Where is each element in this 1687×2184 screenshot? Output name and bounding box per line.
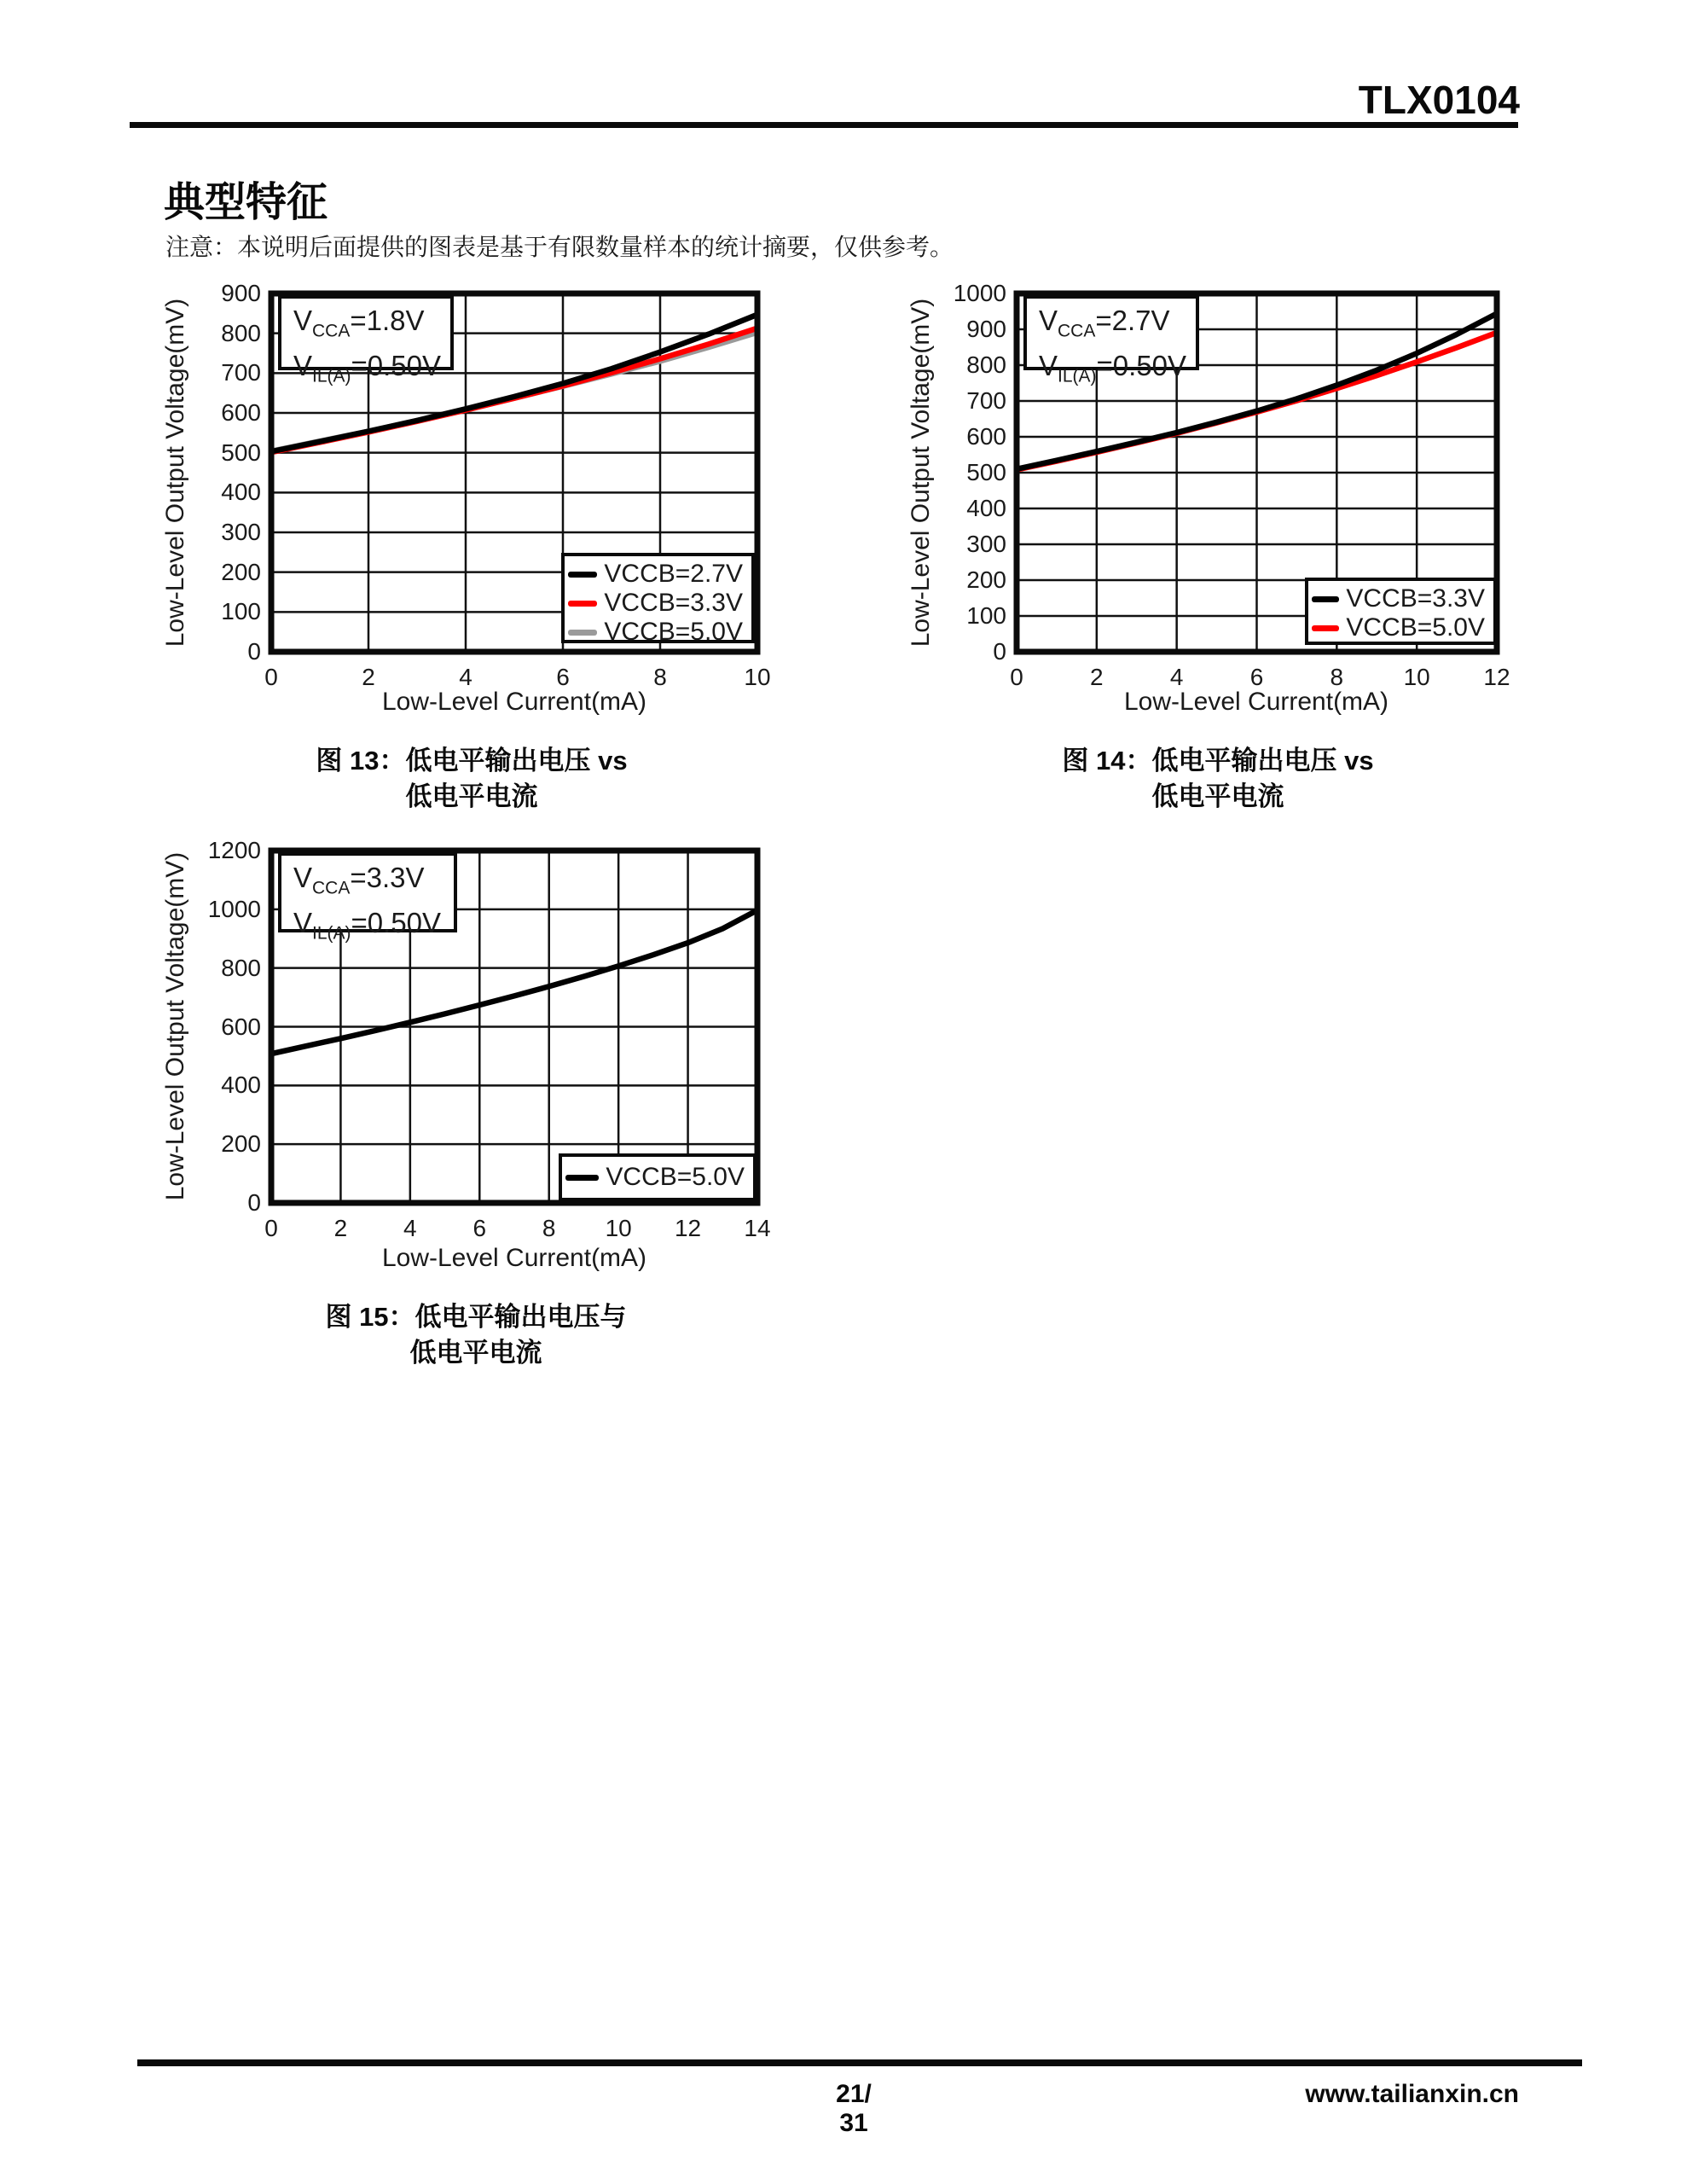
figure-13-x-tick-label: 0 <box>264 664 278 690</box>
figure-15-condition-line: $V_{CCA}=3.3V$ <box>293 862 425 898</box>
figure-14-y-tick-label: 0 <box>993 638 1006 665</box>
figure-15-caption-line2: 低电平电流 <box>409 1338 542 1368</box>
legend-label: VCCB=3.3V <box>604 589 743 617</box>
figure-15-legend <box>559 1153 757 1201</box>
figure-14-caption-line2: 低电平电流 <box>1151 781 1284 811</box>
figure-13-legend-entry <box>568 560 743 589</box>
legend-line-swatch <box>1312 625 1339 631</box>
figure-13-legend-entry <box>568 589 743 618</box>
legend-label: VCCB=5.0V <box>604 618 743 646</box>
figure-13-y-tick-label: 700 <box>221 359 261 386</box>
figure-15-y-tick-label: 1000 <box>207 895 261 922</box>
figure-15-x-tick-label: 12 <box>674 1215 702 1241</box>
figure-14-condition-line: $V_{IL(A)}=0.50V$ <box>1039 349 1187 386</box>
figure-14-legend <box>1305 578 1497 645</box>
legend-line-swatch <box>568 630 597 636</box>
figure-14-y-tick-label: 100 <box>966 602 1006 629</box>
figure-15-y-tick-label: 1200 <box>207 837 261 863</box>
figure-13-y-tick-label: 200 <box>221 558 261 585</box>
figure-13-legend <box>561 553 755 646</box>
figure-13-condition-annotation <box>278 295 454 386</box>
website-link[interactable]: www.tailianxin.cn <box>1305 2080 1519 2108</box>
figure-14-y-axis-title: Low-Level Output Voltage(mV) <box>907 298 935 648</box>
figure-13-caption-line2: 低电平电流 <box>405 781 538 811</box>
figure-14-x-tick-label: 10 <box>1403 664 1430 690</box>
figure-13-y-tick-label: 400 <box>221 479 261 506</box>
legend-line-swatch <box>1312 596 1339 602</box>
figure-14-x-tick-label: 8 <box>1330 664 1344 690</box>
figure-15-condition-line: $V_{IL(A)}=0.50V$ <box>293 906 442 944</box>
figure-15-y-tick-label: 0 <box>247 1189 261 1216</box>
header-rule <box>130 122 1518 128</box>
figure-15-x-tick-label: 4 <box>403 1215 417 1241</box>
figure-13-condition-line: $V_{IL(A)}=0.50V$ <box>293 349 442 386</box>
section-note: 注意：本说明后面提供的图表是基于有限数量样本的统计摘要，仅供参考。 <box>165 234 954 260</box>
figure-15-x-tick-label: 2 <box>333 1215 348 1241</box>
figure-13-y-tick-label: 900 <box>221 280 261 306</box>
figure-13-x-tick-label: 8 <box>653 664 667 690</box>
figure-15-y-tick-label: 600 <box>221 1013 261 1040</box>
figure-15-caption-line1: 图 15：低电平输出电压与 <box>325 1302 627 1332</box>
legend-label: VCCB=2.7V <box>604 560 743 588</box>
legend-label: VCCB=5.0V <box>606 1163 745 1191</box>
figure-13-x-tick-label: 10 <box>744 664 771 690</box>
figure-14-x-tick-label: 2 <box>1090 664 1104 690</box>
figure-13-legend-entry <box>568 618 743 647</box>
figure-14-y-tick-label: 800 <box>966 351 1006 378</box>
figure-15-y-tick-label: 800 <box>221 954 261 981</box>
figure-13-caption-line1: 图 13：低电平输出电压 vs <box>316 746 628 775</box>
figure-13-x-axis-title: Low-Level Current(mA) <box>381 688 647 716</box>
figure-15-y-axis-title: Low-Level Output Voltage(mV) <box>161 851 189 1201</box>
figure-13-y-tick-label: 100 <box>221 598 261 625</box>
figure-14-y-tick-label: 400 <box>966 495 1006 521</box>
legend-label: VCCB=3.3V <box>1346 584 1485 613</box>
figure-14-legend-entry <box>1312 613 1485 642</box>
figure-14-x-tick-label: 12 <box>1483 664 1510 690</box>
figure-14-legend-entry <box>1312 584 1485 613</box>
figure-14-y-tick-label: 600 <box>966 423 1006 450</box>
figure-14-y-tick-label: 200 <box>966 566 1006 593</box>
figure-13-y-tick-label: 0 <box>247 638 261 665</box>
figure-14-caption-line1: 图 14：低电平输出电压 vs <box>1062 746 1374 775</box>
figure-15-x-tick-label: 8 <box>542 1215 556 1241</box>
figure-14-x-tick-label: 0 <box>1010 664 1023 690</box>
figure-14-y-tick-label: 900 <box>966 316 1006 342</box>
legend-label: VCCB=5.0V <box>1346 613 1485 642</box>
figure-14-y-tick-label: 1000 <box>953 280 1006 306</box>
figure-15-x-tick-label: 14 <box>744 1215 771 1241</box>
figure-13-y-axis-title: Low-Level Output Voltage(mV) <box>161 298 189 648</box>
figure-14-x-axis-title: Low-Level Current(mA) <box>1123 688 1389 716</box>
footer-rule <box>137 2059 1582 2066</box>
document-id: TLX0104 <box>1358 78 1520 122</box>
legend-line-swatch <box>568 572 597 578</box>
figure-14-y-tick-label: 300 <box>966 531 1006 557</box>
section-title: 典型特征 <box>164 180 328 225</box>
figure-15-condition-annotation <box>278 852 457 944</box>
figure-15-x-axis-title: Low-Level Current(mA) <box>381 1244 647 1272</box>
figure-14-y-tick-label: 500 <box>966 459 1006 485</box>
figure-13-condition-line: $V_{CCA}=1.8V$ <box>293 305 425 341</box>
figure-13-y-tick-label: 800 <box>221 319 261 346</box>
figure-15-legend-entry <box>565 1163 745 1192</box>
legend-line-swatch <box>568 601 597 607</box>
figure-13-x-tick-label: 2 <box>362 664 375 690</box>
figure-14-x-tick-label: 6 <box>1249 664 1264 690</box>
legend-line-swatch <box>565 1175 599 1181</box>
figure-14-x-tick-label: 4 <box>1169 664 1184 690</box>
figure-14-y-tick-label: 700 <box>966 387 1006 414</box>
figure-13-y-tick-label: 300 <box>221 519 261 545</box>
figure-13-y-tick-label: 500 <box>221 439 261 466</box>
figure-15-x-tick-label: 0 <box>264 1215 278 1241</box>
figure-14-condition-line: $V_{CCA}=2.7V$ <box>1039 305 1170 341</box>
figure-13-x-tick-label: 4 <box>459 664 472 690</box>
figure-15-y-tick-label: 400 <box>221 1072 261 1099</box>
page-number: 21/ 31 <box>836 2080 872 2137</box>
figure-13-y-tick-label: 600 <box>221 399 261 426</box>
figure-15-y-tick-label: 200 <box>221 1130 261 1158</box>
figure-14-condition-annotation <box>1023 295 1199 386</box>
figure-15-x-tick-label: 10 <box>605 1215 632 1241</box>
figure-13-x-tick-label: 6 <box>556 664 570 690</box>
figure-15-x-tick-label: 6 <box>472 1215 487 1241</box>
